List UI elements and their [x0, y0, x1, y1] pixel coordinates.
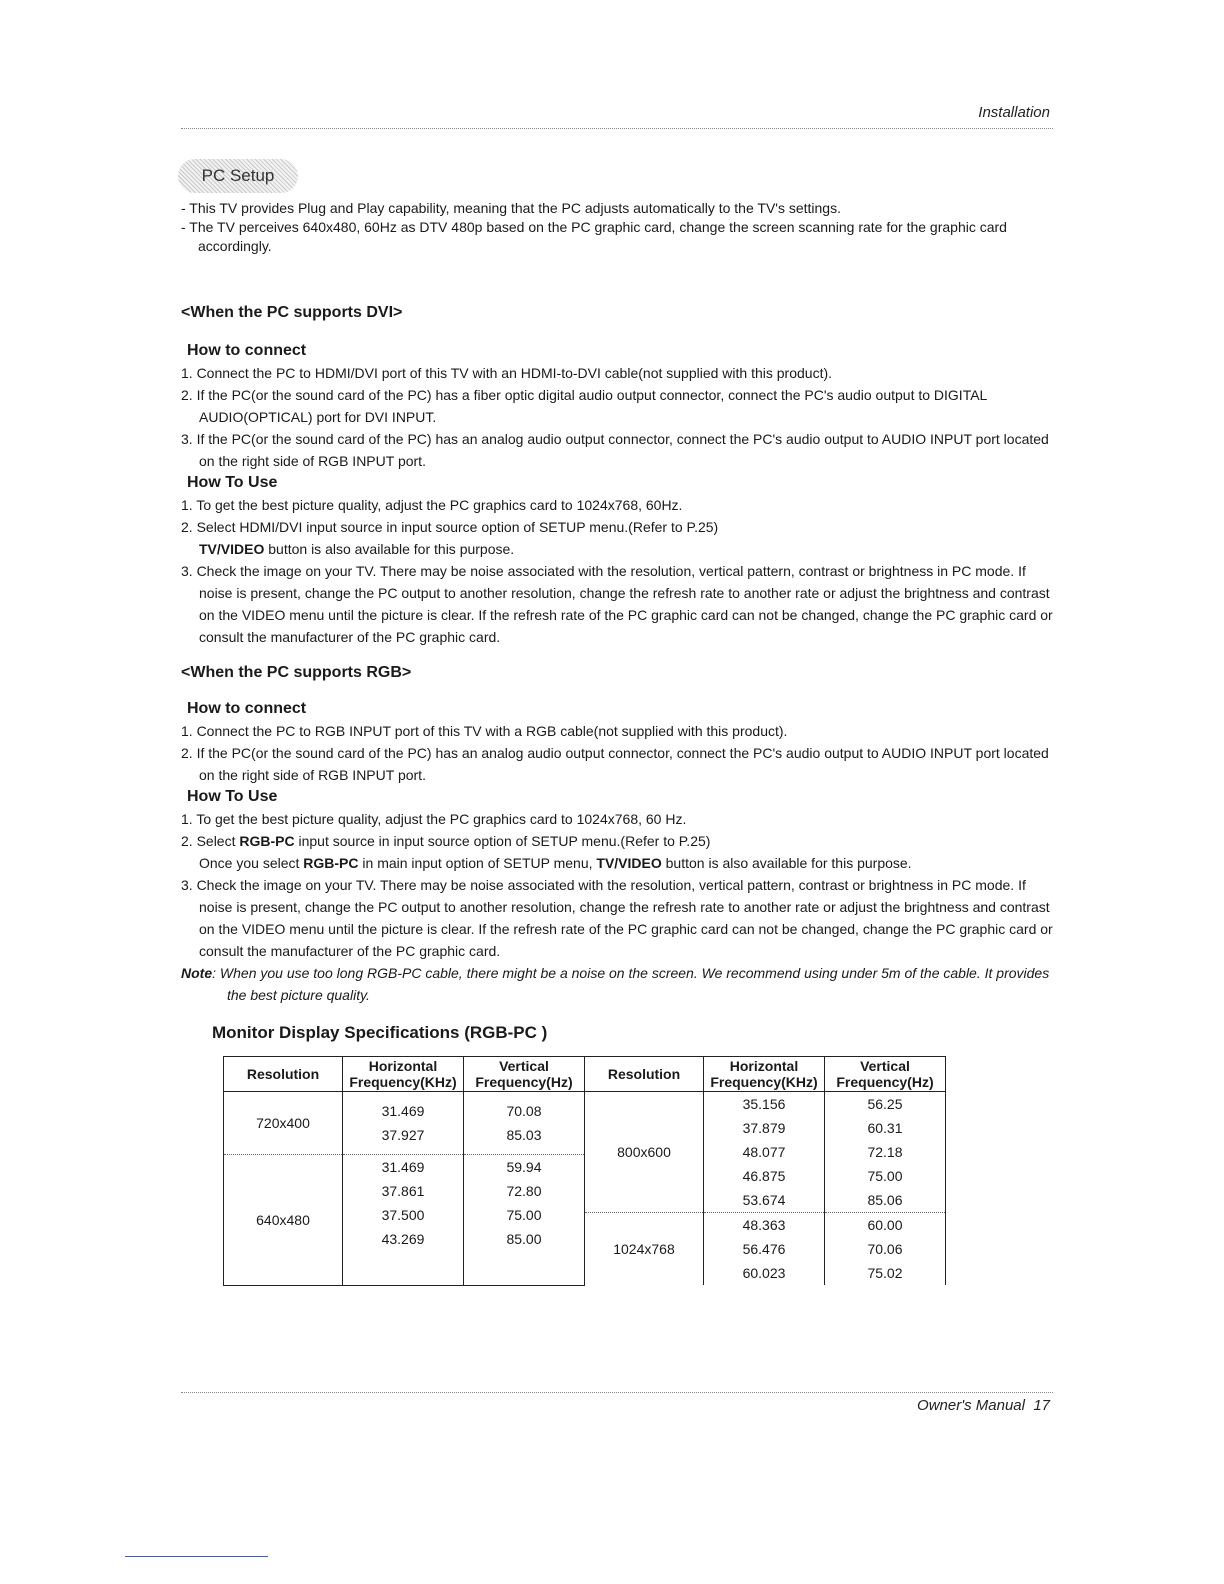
col-header-text: Frequency(Hz) [475, 1074, 573, 1090]
vfreq-value: 70.06 [867, 1241, 903, 1257]
footer-rule [181, 1392, 1053, 1393]
resolution-cell: 720x400 [224, 1092, 343, 1155]
hfreq-value: 37.861 [381, 1182, 425, 1199]
table-row [224, 1092, 946, 1155]
col-header-vfreq [825, 1057, 946, 1092]
spec-title: Monitor Display Specifications (RGB-PC ) [212, 1023, 548, 1042]
dvi-connect-step: 1. Connect the PC to HDMI/DVI port of this TV with an HDMI-to-DVI cable(not supplied with this product). [181, 365, 833, 381]
dvi-use-step-continuation [181, 538, 1053, 560]
vfreq-value: 72.80 [506, 1182, 542, 1199]
vfreq-value: 56.25 [867, 1096, 903, 1112]
spec-table [223, 1056, 946, 1286]
resolution-cell: 800x600 [585, 1092, 703, 1213]
hfreq-value: 48.077 [742, 1144, 786, 1160]
tv-video-button-label: TV/VIDEO [596, 855, 662, 871]
tv-video-button-label: TV/VIDEO [199, 541, 265, 557]
vfreq-cell-group [825, 1092, 946, 1286]
running-header: Installation [978, 104, 1050, 121]
hfreq-cell [343, 1154, 464, 1285]
hfreq-value: 46.875 [742, 1168, 786, 1184]
hfreq-value: 56.476 [742, 1241, 786, 1257]
hfreq-value: 48.363 [742, 1217, 786, 1233]
vfreq-value: 59.94 [506, 1158, 542, 1175]
vfreq-cell [825, 1092, 945, 1213]
hfreq-value: 31.469 [381, 1102, 425, 1119]
vfreq-value: 75.02 [867, 1265, 903, 1281]
col-header-text: Vertical [499, 1058, 549, 1074]
hfreq-value: 31.469 [381, 1158, 425, 1175]
dvi-use-step: 3. Check the image on your TV. There may be noise associated with the resolution, vertical pattern, contrast or brightness in PC mode. If noise is present, change the PC output to another resolution, change the refresh rate to another rate or adjust the brightness and contrast on the VIDEO menu until the picture is clear. If the refresh rate of the PC graphic card can not be changed, change the PC graphic card or consult the manufacturer of the PC graphic card. [181, 563, 1053, 645]
dvi-section-title: <When the PC supports DVI> [181, 304, 403, 321]
col-header-hfreq [343, 1057, 464, 1092]
hfreq-value: 43.269 [381, 1230, 425, 1247]
resolution-cell: 1024x768 [613, 1241, 675, 1257]
hfreq-cell-group [704, 1092, 825, 1286]
dvi-connect-title: How to connect [187, 342, 307, 359]
note [181, 962, 1053, 1006]
col-header-hfreq [704, 1057, 825, 1092]
rgb-use-step [181, 830, 1053, 852]
col-header-resolution: Resolution [224, 1057, 343, 1092]
col-header-resolution: Resolution [585, 1057, 704, 1092]
hfreq-cell [704, 1213, 824, 1285]
rgb-pc-label: RGB-PC [303, 855, 359, 871]
vfreq-cell [464, 1154, 585, 1285]
resolution-cell-group [585, 1092, 704, 1286]
hfreq-value: 37.879 [742, 1120, 786, 1136]
intro-list [181, 199, 1053, 256]
scan-artifact-line [125, 1556, 268, 1557]
rgb-use-step-text: 2. Select [181, 833, 240, 849]
vfreq-value: 60.00 [867, 1217, 903, 1233]
intro-item: - This TV provides Plug and Play capability, meaning that the PC adjusts automatically to the TV's settings. [181, 200, 841, 216]
rgb-use-step-text: input source in input source option of SETUP menu.(Refer to P.25) [294, 833, 711, 849]
vfreq-value: 70.08 [506, 1102, 542, 1119]
vfreq-value: 85.00 [506, 1230, 542, 1247]
footer-title: Owner's Manual [917, 1397, 1025, 1414]
vfreq-value: 75.00 [506, 1206, 542, 1223]
vfreq-value: 85.06 [867, 1192, 903, 1208]
col-header-text: Frequency(KHz) [349, 1074, 457, 1090]
dvi-use-step: 1. To get the best picture quality, adjust the PC graphics card to 1024x768, 60Hz. [181, 497, 683, 513]
hfreq-value: 37.500 [381, 1206, 425, 1223]
hfreq-value: 35.156 [742, 1096, 786, 1112]
rgb-connect-step: 2. If the PC(or the sound card of the PC) has an analog audio output connector, connect the PC's audio output to AUDIO INPUT port located on the right side of RGB INPUT port. [181, 745, 1049, 783]
hfreq-cell [343, 1092, 464, 1155]
rgb-use-step-text: in main input option of SETUP menu, [358, 855, 597, 871]
vfreq-value: 85.03 [506, 1126, 542, 1143]
col-header-text: Frequency(Hz) [836, 1074, 934, 1090]
rgb-connect-step: 1. Connect the PC to RGB INPUT port of this TV with a RGB cable(not supplied with this product). [181, 723, 788, 739]
dvi-use-step-text: button is also available for this purpose. [264, 541, 515, 557]
page-number: 17 [1033, 1397, 1050, 1414]
resolution-cell: 640x480 [224, 1154, 343, 1285]
section-badge [178, 159, 298, 193]
hfreq-cell [704, 1092, 824, 1213]
vfreq-cell [464, 1092, 585, 1155]
intro-item: - The TV perceives 640x480, 60Hz as DTV 480p based on the PC graphic card, change the screen scanning rate for the graphic card accordingly. [181, 219, 1007, 254]
vfreq-value: 75.00 [867, 1168, 903, 1184]
running-footer [917, 1397, 1050, 1414]
rgb-use-step: 3. Check the image on your TV. There may be noise associated with the resolution, vertical pattern, contrast or brightness in PC mode. If noise is present, change the PC output to another resolution, change the refresh rate to another rate or adjust the brightness and contrast on the VIDEO menu until the picture is clear. If the refresh rate of the PC graphic card can not be changed, change the PC graphic card or consult the manufacturer of the PC graphic card. [181, 877, 1053, 959]
hfreq-value: 53.674 [742, 1192, 786, 1208]
rgb-use-step-continuation [181, 852, 1053, 874]
col-header-vfreq [464, 1057, 585, 1092]
hfreq-value: 60.023 [742, 1265, 786, 1281]
col-header-text: Horizontal [729, 1058, 799, 1074]
dvi-connect-step: 3. If the PC(or the sound card of the PC) has an analog audio output connector, connect the PC's audio output to AUDIO INPUT port located on the right side of RGB INPUT port. [181, 431, 1049, 469]
rgb-connect-title: How to connect [187, 700, 307, 717]
rgb-use-step-text: button is also available for this purpose. [661, 855, 912, 871]
note-text: : When you use too long RGB-PC cable, there might be a noise on the screen. We recommend using under 5m of the cable. It provides the best picture quality. [212, 965, 1050, 1003]
page-content [181, 199, 1053, 1286]
vfreq-value: 72.18 [867, 1144, 903, 1160]
vfreq-cell [825, 1213, 945, 1285]
section-badge-label: PC Setup [201, 166, 275, 185]
dvi-use-step: 2. Select HDMI/DVI input source in input source option of SETUP menu.(Refer to P.25) [181, 519, 719, 535]
header-rule [181, 128, 1053, 129]
rgb-section-title: <When the PC supports RGB> [181, 664, 412, 681]
rgb-pc-label: RGB-PC [239, 833, 295, 849]
rgb-use-title: How To Use [187, 788, 278, 805]
rgb-use-step-text: Once you select [199, 855, 304, 871]
rgb-use-step: 1. To get the best picture quality, adjust the PC graphics card to 1024x768, 60 Hz. [181, 811, 687, 827]
note-label: Note [181, 965, 213, 981]
spec-header-row [224, 1057, 946, 1092]
vfreq-value: 60.31 [867, 1120, 903, 1136]
col-header-text: Vertical [860, 1058, 910, 1074]
dvi-use-title: How To Use [187, 474, 278, 491]
col-header-text: Horizontal [368, 1058, 438, 1074]
hfreq-value: 37.927 [381, 1126, 425, 1143]
dvi-connect-step: 2. If the PC(or the sound card of the PC) has a fiber optic digital audio output connector, connect the PC's audio output to DIGITAL AUDIO(OPTICAL) port for DVI INPUT. [181, 387, 987, 425]
col-header-text: Frequency(KHz) [710, 1074, 818, 1090]
